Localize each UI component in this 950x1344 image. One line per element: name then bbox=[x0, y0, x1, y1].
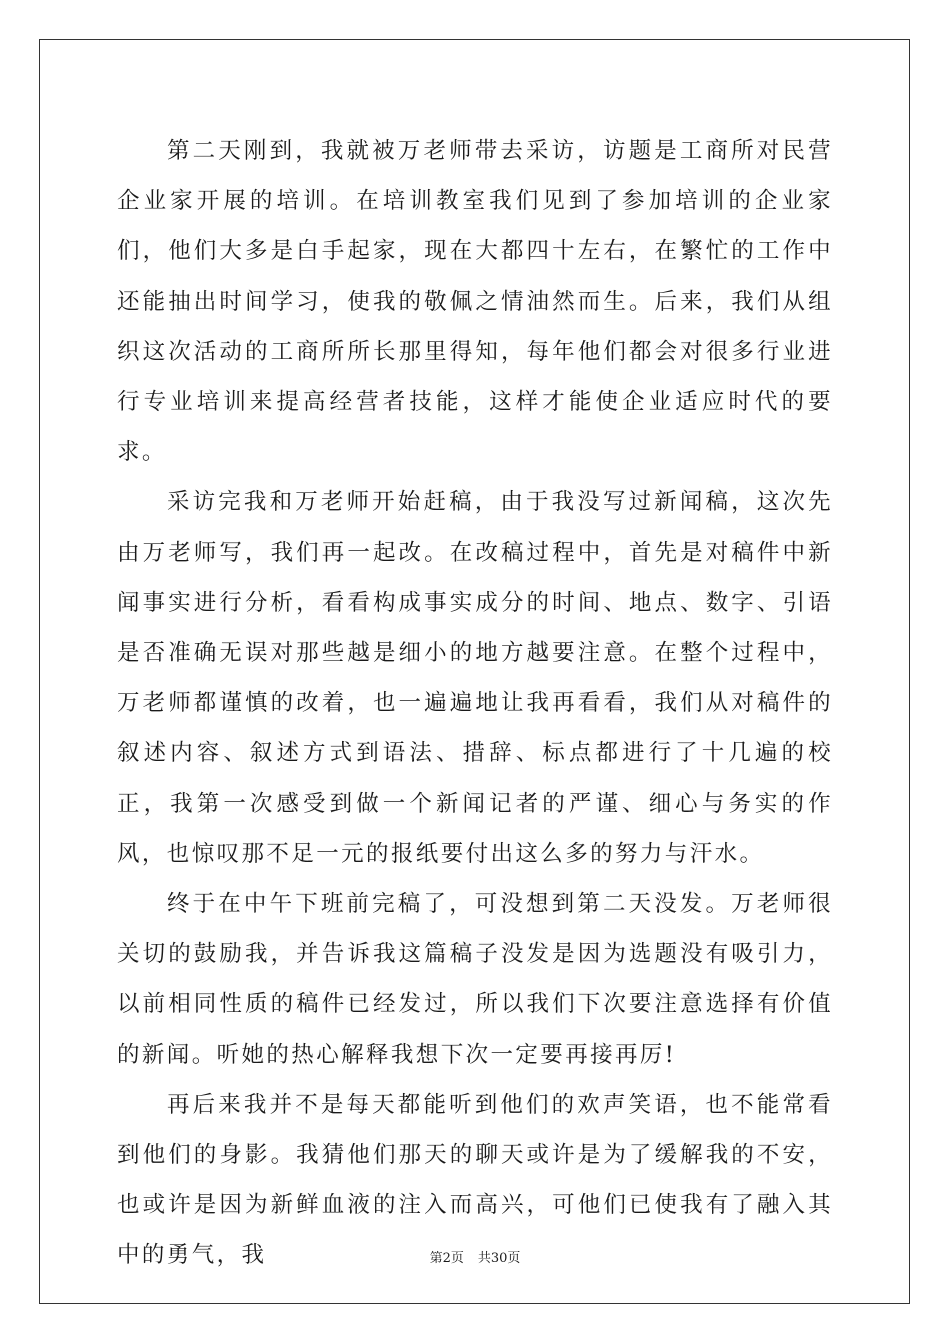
page-footer bbox=[0, 1247, 950, 1266]
page-total: 共30页 bbox=[477, 1251, 521, 1266]
document-body bbox=[117, 126, 833, 1281]
paragraph-4: 再后来我并不是每天都能听到他们的欢声笑语，也不能常看到他们的身影。我猜他们那天的聊天或许是为了缓解我的不安，也或许是因为新鲜血液的注入而高兴，可他们已使我有了融入其中的勇气，我 bbox=[117, 1091, 833, 1269]
paragraph-2: 采访完我和万老师开始赶稿，由于我没写过新闻稿，这次先由万老师写，我们再一起改。在改稿过程中，首先是对稿件中新闻事实进行分析，看看构成事实成分的时间、地点、数字、引语是否准确无误对那些越是细小的地方越要注意。在整个过程中，万老师都谨慎的改着，也一遍遍地让我再看看，我们从对稿件的叙述内容、叙述方式到语法、措辞、标点都进行了十几遍的校正，我第一次感受到做一个新闻记者的严谨、细心与务实的作风，也惊叹那不足一元的报纸要付出这么多的努力与汗水。 bbox=[117, 489, 833, 867]
paragraph-3: 终于在中午下班前完稿了，可没想到第二天没发。万老师很关切的鼓励我，并告诉我这篇稿子没发是因为选题没有吸引力，以前相同性质的稿件已经发过，所以我们下次要注意选择有价值的新闻。听她的热心解释我想下次一定要再接再厉! bbox=[117, 891, 833, 1068]
page-number: 第2页 bbox=[429, 1251, 464, 1266]
paragraph-1: 第二天刚到，我就被万老师带去采访，访题是工商所对民营企业家开展的培训。在培训教室我们见到了参加培训的企业家们，他们大多是白手起家，现在大都四十左右，在繁忙的工作中还能抽出时间学习，使我的敬佩之情油然而生。后来，我们从组织这次活动的工商所所长那里得知，每年他们都会对很多行业进行专业培训来提高经营者技能，这样才能使企业适应时代的要求。 bbox=[117, 138, 833, 466]
